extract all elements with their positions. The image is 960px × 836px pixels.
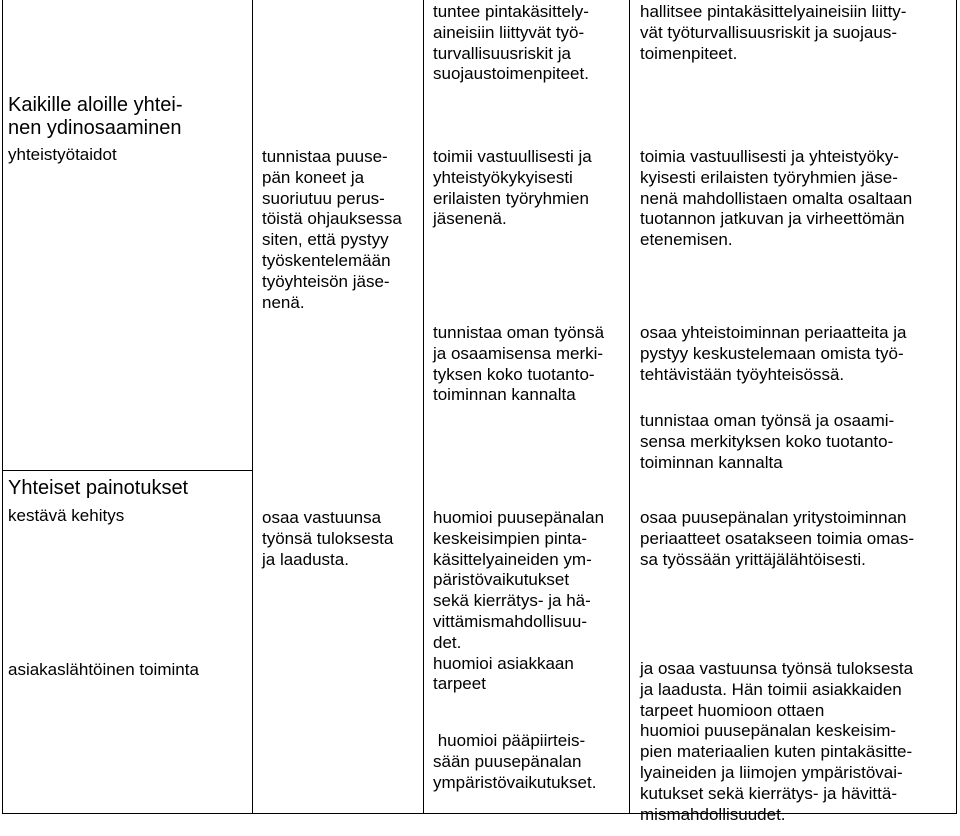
criteria-good-safety: tuntee pintakäsittely- aineisiin liittyvät työ- turvallisuusriskit ja suojaustoimenpiteet. — [433, 2, 589, 84]
label-customer-orientation: asiakaslähtöinen toiminta — [8, 660, 199, 679]
criteria-satisfactory-sustainability: osaa vastuunsa työnsä tuloksesta ja laadusta. — [262, 508, 394, 569]
criteria-good-role: tunnistaa oman työnsä ja osaamisensa merki- tyksen koko tuotanto- toiminnan kannalta — [433, 323, 605, 405]
criteria-excellent-role: tunnistaa oman työnsä ja osaami- sensa merkityksen koko tuotanto- toiminnan kannalta — [640, 411, 895, 472]
criteria-excellent-customer: ja osaa vastuunsa työnsä tuloksesta ja laadusta. Hän toimii asiakkaiden tarpeet huomioon ottaen huomioi puusepänalan keskeisim- pien materiaalien kuten pintakäsitte- lyaineiden ja liimojen ympäristövai- kutukset sekä kierrätys- ja hävittä- mismahdollisuudet. — [640, 659, 914, 824]
label-cooperation-skills: yhteistyötaidot — [8, 145, 117, 164]
criteria-excellent-principles: osaa yhteistoiminnan periaatteita ja pystyy keskustelemaan omista työ- tehtävistään työyhteisössä. — [640, 323, 907, 384]
column-divider-2 — [252, 0, 253, 814]
criteria-excellent-safety: hallitsee pintakäsittelyaineisiin liitty- vät työturvallisuusriskit ja suojaus- toimenpiteet. — [640, 2, 907, 63]
column-divider-4 — [629, 0, 630, 814]
criteria-excellent-cooperation: toimia vastuullisesti ja yhteistyöky- kyisesti erilaisten työryhmien jäse- nenä mahdollistaen omalta osaltaan tuotannon jatkuvan ja virheettömän etenemisen. — [640, 147, 913, 250]
criteria-excellent-sustainability: osaa puusepänalan yritystoiminnan periaatteet osatakseen toimia omas- sa työssään yrittäjälähtöisesti. — [640, 508, 915, 569]
column-divider-3 — [423, 0, 424, 814]
column-divider-1 — [2, 0, 3, 814]
criteria-good-cooperation: toimii vastuullisesti ja yhteistyökykyisesti erilaisten työryhmien jäsenenä. — [433, 147, 592, 229]
label-sustainable-development: kestävä kehitys — [8, 506, 125, 525]
section-title-common-emphases: Yhteiset painotukset — [8, 477, 189, 499]
row-divider — [2, 470, 252, 471]
section-title-core-skills: Kaikille aloille yhtei- nen ydinosaaminen — [8, 94, 183, 139]
column-divider-5 — [956, 0, 957, 814]
criteria-good-sustainability: huomioi puusepänalan keskeisimpien pinta- käsittelyaineiden ym- päristövaikutukset sekä kierrätys- ja hä- vittämismahdollisuu- det. huomioi asiakkaan tarpeet — [433, 508, 605, 694]
criteria-good-environment: huomioi pääpiirteis- sään puusepänalan ympäristövaikutukset. — [433, 731, 597, 792]
criteria-satisfactory-cooperation: tunnistaa puuse- pän koneet ja suoriutuu perus- töistä ohjauksessa siten, että pystyy työskentelemään työyhteisön jäse- nenä. — [262, 147, 402, 312]
